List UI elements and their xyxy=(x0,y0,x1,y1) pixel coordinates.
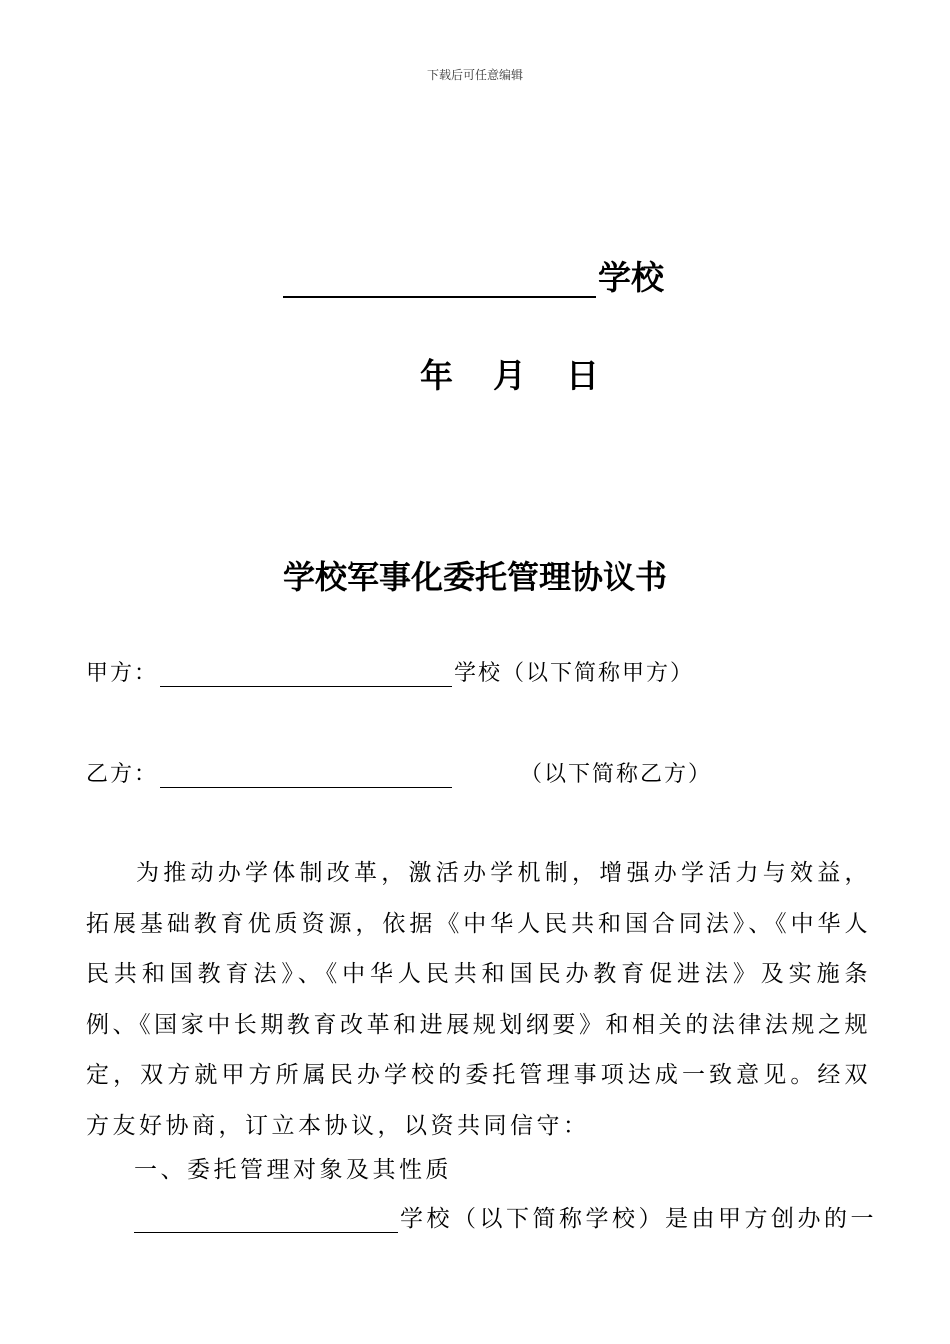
date-day: 日 xyxy=(566,356,599,395)
cover-school-line xyxy=(283,250,664,298)
body-text xyxy=(86,848,871,1151)
party-a-blank xyxy=(160,658,452,687)
party-b-line xyxy=(86,757,712,788)
date-year: 年 xyxy=(420,356,453,395)
intro-paragraph: 为推动办学体制改革，激活办学机制，增强办学活力与效益，拓展基础教育优质资源，依据《中华人民共和国合同法》、《中华人民共和国教育法》、《中华人民共和国民办教育促进法》及实施条例、《国家中长期教育改革和进展规划纲要》和相关的法律法规之规定，双方就甲方所属民办学校的委托管理事项达成一致意见。经双方友好协商，订立本协议，以资共同信守： xyxy=(86,860,871,1139)
party-a-suffix: 学校（以下简称甲方） xyxy=(454,661,695,686)
cover-date-line xyxy=(420,350,599,397)
party-b-suffix: （以下简称乙方） xyxy=(520,762,713,787)
section-1-heading: 一、委托管理对象及其性质 xyxy=(134,1157,452,1183)
date-month: 月 xyxy=(493,356,526,395)
party-a-line xyxy=(86,656,694,687)
document-title: 学校军事化委托管理协议书 xyxy=(282,558,667,596)
section-1-text: 学校（以下简称学校）是由甲方创办的一 xyxy=(400,1206,877,1232)
section-1-first-line xyxy=(134,1200,877,1233)
party-b-blank xyxy=(160,759,452,788)
header-note: 下载后可任意编辑 xyxy=(426,68,523,82)
party-a-label: 甲方： xyxy=(86,661,159,686)
school-name-blank xyxy=(283,256,596,298)
cover-school-label: 学校 xyxy=(598,258,664,297)
party-b-label: 乙方： xyxy=(86,762,159,787)
section-1-school-blank xyxy=(134,1202,398,1233)
